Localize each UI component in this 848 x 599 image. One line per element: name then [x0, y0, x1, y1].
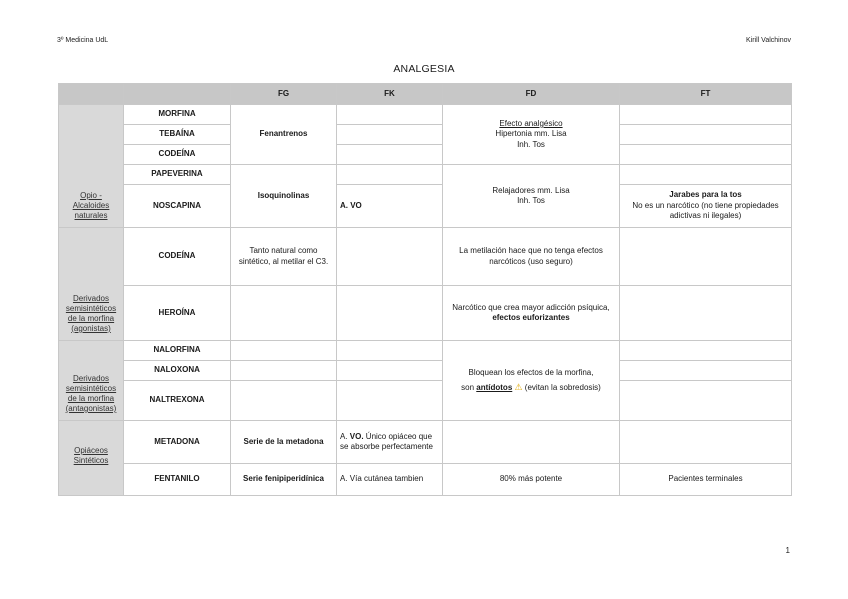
fd-fen-line2: Hipertonia mm. Lisa — [495, 129, 567, 139]
drug-metadona: METADONA — [124, 421, 231, 464]
table-row — [59, 286, 792, 341]
ft-morfina — [620, 105, 792, 125]
fd-fen-line3: Inh. Tos — [517, 139, 545, 149]
ft-nos-rest: No es un narcótico (no tiene propiedades adictivas ni ilegales) — [632, 200, 779, 221]
group-opio — [59, 105, 124, 228]
fd-heroina-bold: efectos euforizantes — [492, 313, 570, 322]
table-row — [59, 361, 792, 381]
ft-noscapina — [620, 185, 792, 228]
fd-isoquinolinas — [443, 165, 620, 228]
fd-iso-line2: Inh. Tos — [517, 196, 545, 205]
ft-tebaina — [620, 125, 792, 145]
fg-nalorfina — [231, 341, 337, 361]
drug-papaverina: PAPEVERINA — [124, 165, 231, 185]
fd-iso-line1: Relajadores mm. Lisa — [492, 185, 570, 195]
ft-nalorfina — [620, 341, 792, 361]
drug-tebaina: TEBAÍNA — [124, 125, 231, 145]
fg-heroina — [231, 286, 337, 341]
group-opio-line1: Opio — [80, 191, 97, 200]
analgesia-table — [58, 83, 792, 496]
fg-codeina: Tanto natural como sintético, al metilar el C3. — [231, 228, 337, 286]
table-row — [59, 341, 792, 361]
ft-fentanilo: Pacientes terminales — [620, 464, 792, 496]
table-row — [59, 125, 792, 145]
ft-codeina — [620, 228, 792, 286]
fd-fen-line1: Efecto analgésico — [499, 118, 563, 128]
fd-fenantrenos — [443, 105, 620, 165]
fk-fentanilo: A. Vía cutánea tambien — [337, 464, 443, 496]
fg-isoquinolinas: Isoquinolinas — [231, 165, 337, 228]
fg-fenantrenos: Fenantrenos — [231, 105, 337, 165]
fk-naloxona — [337, 361, 443, 381]
drug-fentanilo: FENTANILO — [124, 464, 231, 496]
fd-ant-prefix: son — [461, 382, 477, 392]
fd-metadona — [443, 421, 620, 464]
fk-papaverina — [337, 165, 443, 185]
header-author: Kirill Valchinov — [746, 37, 791, 44]
table-header-row — [59, 84, 792, 105]
drug-naloxona: NALOXONA — [124, 361, 231, 381]
drug-nalorfina: NALORFINA — [124, 341, 231, 361]
group-opio-line3: Alcaloides naturales — [72, 201, 110, 220]
fg-metadona: Serie de la metadona — [231, 421, 337, 464]
drug-heroina: HEROÍNA — [124, 286, 231, 341]
col-header-ft: FT — [620, 84, 792, 105]
page-title: ANALGESIA — [393, 63, 455, 75]
fg-naloxona — [231, 361, 337, 381]
group-opio-dash: - — [97, 191, 102, 200]
ft-metadona — [620, 421, 792, 464]
fk-tebaina — [337, 125, 443, 145]
fk-codeina — [337, 228, 443, 286]
ft-heroina — [620, 286, 792, 341]
page-number: 1 — [785, 546, 790, 555]
drug-naltrexona: NALTREXONA — [124, 381, 231, 421]
header-course: 3º Medicina UdL — [57, 37, 109, 44]
table-row — [59, 145, 792, 165]
col-header-fd: FD — [443, 84, 620, 105]
fk-heroina — [337, 286, 443, 341]
table-row — [59, 105, 792, 125]
fg-fentanilo: Serie fenipiperidínica — [231, 464, 337, 496]
fd-heroina — [443, 286, 620, 341]
table-row — [59, 165, 792, 185]
ft-codeina-natural — [620, 145, 792, 165]
fk-morfina — [337, 105, 443, 125]
ft-naloxona — [620, 361, 792, 381]
table-row — [59, 421, 792, 464]
col-header-group — [59, 84, 124, 105]
fd-antagonistas — [443, 341, 620, 421]
fd-fentanilo: 80% más potente — [443, 464, 620, 496]
drug-codeina-semisintetica: CODEÍNA — [124, 228, 231, 286]
drug-morfina: MORFINA — [124, 105, 231, 125]
fk-naltrexona — [337, 381, 443, 421]
col-header-drug — [124, 84, 231, 105]
fk-nalorfina — [337, 341, 443, 361]
fd-ant-bold: antídotos — [476, 382, 513, 392]
fk-noscapina: A. VO — [337, 185, 443, 228]
fk-codeina-natural — [337, 145, 443, 165]
fk-metadona-bold: VO. — [349, 431, 364, 441]
ft-papaverina — [620, 165, 792, 185]
ft-nos-bold: Jarabes para la tos — [669, 190, 742, 200]
col-header-fk: FK — [337, 84, 443, 105]
fk-metadona-rest: Único opiáceo que se absorbe perfectamente — [340, 431, 433, 451]
table-row — [59, 185, 792, 228]
group-semisinteticos-antagonistas: Derivados semisintéticos de la morfina (antagonistas) — [59, 341, 124, 421]
table-row — [59, 228, 792, 286]
ft-naltrexona — [620, 381, 792, 421]
table-row — [59, 464, 792, 496]
drug-codeina-natural: CODEÍNA — [124, 145, 231, 165]
fg-naltrexona — [231, 381, 337, 421]
fd-ant-line1: Bloquean los efectos de la morfina, — [468, 367, 594, 377]
fd-heroina-text: Narcótico que crea mayor adicción psíquica, — [452, 302, 610, 312]
warning-icon: ⚠ — [514, 381, 523, 392]
fk-metadona — [337, 421, 443, 464]
table-row — [59, 381, 792, 421]
group-semisinteticos-agonistas: Derivados semisintéticos de la morfina (agonistas) — [59, 228, 124, 341]
col-header-fg: FG — [231, 84, 337, 105]
fd-codeina: La metilación hace que no tenga efectos narcóticos (uso seguro) — [443, 228, 620, 286]
fk-metadona-prefix: A. — [340, 431, 350, 441]
drug-noscapina: NOSCAPINA — [124, 185, 231, 228]
group-opiaceos-sinteticos: Opiáceos Sintéticos — [59, 421, 124, 496]
fd-ant-suffix: (evitan la sobredosis) — [522, 382, 601, 392]
